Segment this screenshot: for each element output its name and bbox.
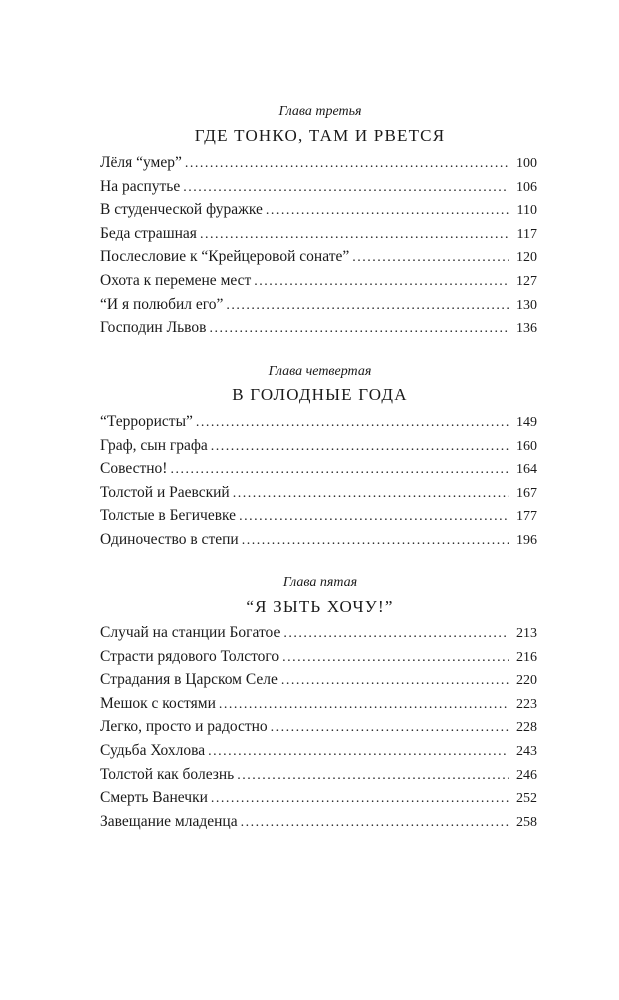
page-number: 136 <box>516 321 537 337</box>
page-number: 117 <box>516 226 537 242</box>
page-number: 177 <box>516 509 537 525</box>
toc-entry[interactable] <box>100 695 537 719</box>
entry-title: В студенческой фуражке <box>100 201 263 219</box>
toc-entry[interactable] <box>100 484 537 508</box>
entry-title: Завещание младенца <box>100 812 238 830</box>
toc-entry[interactable] <box>100 178 537 202</box>
chapter-label: Глава четвертая <box>268 364 372 379</box>
page-number: 228 <box>516 720 537 736</box>
page-number: 100 <box>516 156 537 171</box>
dot-leader <box>208 744 509 760</box>
toc-entry[interactable] <box>100 413 537 437</box>
dot-leader <box>185 156 509 172</box>
page-number: 213 <box>516 626 537 641</box>
toc-entry[interactable] <box>100 789 537 813</box>
toc-entry[interactable] <box>100 671 537 695</box>
entry-title: Легко, просто и радостно <box>100 718 268 736</box>
toc-entry[interactable] <box>100 248 537 272</box>
dot-leader <box>219 697 509 713</box>
entry-title: Послесловие к “Крейцеровой сонате” <box>100 248 350 266</box>
dot-leader <box>283 626 509 642</box>
page-number: 149 <box>516 415 537 430</box>
chapter-title: ГДЕ ТОНКО, ТАМ И РВЕТСЯ <box>194 126 446 145</box>
toc-entry[interactable] <box>100 437 537 461</box>
dot-leader <box>242 533 509 549</box>
toc-list <box>100 154 537 343</box>
entry-title: Одиночество в степи <box>100 530 239 548</box>
page-number: 216 <box>516 649 537 665</box>
dot-leader <box>254 274 509 290</box>
dot-leader <box>281 673 509 689</box>
page-number: 130 <box>516 297 537 313</box>
toc-list <box>100 624 537 836</box>
toc-entry[interactable] <box>100 813 537 837</box>
dot-leader <box>241 815 509 831</box>
dot-leader <box>196 415 509 431</box>
dot-leader <box>266 203 509 219</box>
entry-title: “Террористы” <box>100 413 193 430</box>
page-number: 223 <box>516 696 537 712</box>
dot-leader <box>282 650 509 666</box>
entry-title: Толстые в Бегичевке <box>100 507 237 525</box>
dot-leader <box>211 791 509 807</box>
dot-leader <box>239 509 509 525</box>
dot-leader <box>170 462 509 478</box>
entry-title: Господин Львов <box>100 319 207 337</box>
toc-entry[interactable] <box>100 319 537 343</box>
page-number: 110 <box>516 203 537 219</box>
entry-title: Лёля “умер” <box>100 154 182 171</box>
toc-entry[interactable] <box>100 201 537 225</box>
entry-title: Граф, сын графа <box>100 436 208 454</box>
entry-title: На распутье <box>100 177 181 195</box>
toc-list <box>100 413 537 555</box>
dot-leader <box>211 439 509 455</box>
toc-entry[interactable] <box>100 154 537 178</box>
dot-leader <box>352 250 509 266</box>
page-number: 196 <box>516 532 537 548</box>
entry-title: Охота к перемене мест <box>100 271 252 289</box>
page-number: 243 <box>516 743 537 759</box>
dot-leader <box>237 768 509 784</box>
chapter-title: “Я ЗЫТЬ ХОЧУ!” <box>246 597 394 616</box>
dot-leader <box>209 321 509 337</box>
page-number: 160 <box>516 438 537 454</box>
entry-title: Толстой и Раевский <box>100 483 230 501</box>
page-number: 220 <box>516 673 537 689</box>
dot-leader <box>183 180 509 196</box>
entry-title: Мешок с костями <box>100 694 216 712</box>
entry-title: Смерть Ванечки <box>100 789 208 807</box>
chapter-label: Глава третья <box>278 104 362 119</box>
toc-entry[interactable] <box>100 460 537 484</box>
toc-entry[interactable] <box>100 624 537 648</box>
toc-entry[interactable] <box>100 272 537 296</box>
entry-title: Страдания в Царском Селе <box>100 671 278 689</box>
entry-title: “И я полюбил его” <box>100 295 224 313</box>
page-number: 120 <box>516 250 537 266</box>
chapter-label: Глава пятая <box>282 575 358 590</box>
toc-entry[interactable] <box>100 648 537 672</box>
toc-entry[interactable] <box>100 718 537 742</box>
toc-entry[interactable] <box>100 225 537 249</box>
entry-title: Страсти рядового Толстого <box>100 647 280 665</box>
page-number: 252 <box>516 791 537 807</box>
dot-leader <box>271 720 509 736</box>
dot-leader <box>226 298 509 314</box>
toc-entry[interactable] <box>100 531 537 555</box>
page-number: 167 <box>516 485 537 501</box>
page-number: 246 <box>516 767 537 783</box>
page-number: 106 <box>516 179 537 195</box>
toc-entry[interactable] <box>100 766 537 790</box>
chapter-title: В ГОЛОДНЫЕ ГОДА <box>232 385 408 404</box>
page-number: 258 <box>516 814 537 830</box>
dot-leader <box>233 486 509 502</box>
entry-title: Беда страшная <box>100 224 197 242</box>
page-number: 164 <box>516 462 537 478</box>
entry-title: Судьба Хохлова <box>100 741 206 759</box>
page-number: 127 <box>516 273 537 289</box>
entry-title: Совестно! <box>100 460 168 478</box>
toc-entry[interactable] <box>100 296 537 320</box>
entry-title: Толстой как болезнь <box>100 765 235 783</box>
entry-title: Случай на станции Богатое <box>100 624 281 641</box>
toc-entry[interactable] <box>100 742 537 766</box>
toc-entry[interactable] <box>100 507 537 531</box>
dot-leader <box>200 227 509 243</box>
